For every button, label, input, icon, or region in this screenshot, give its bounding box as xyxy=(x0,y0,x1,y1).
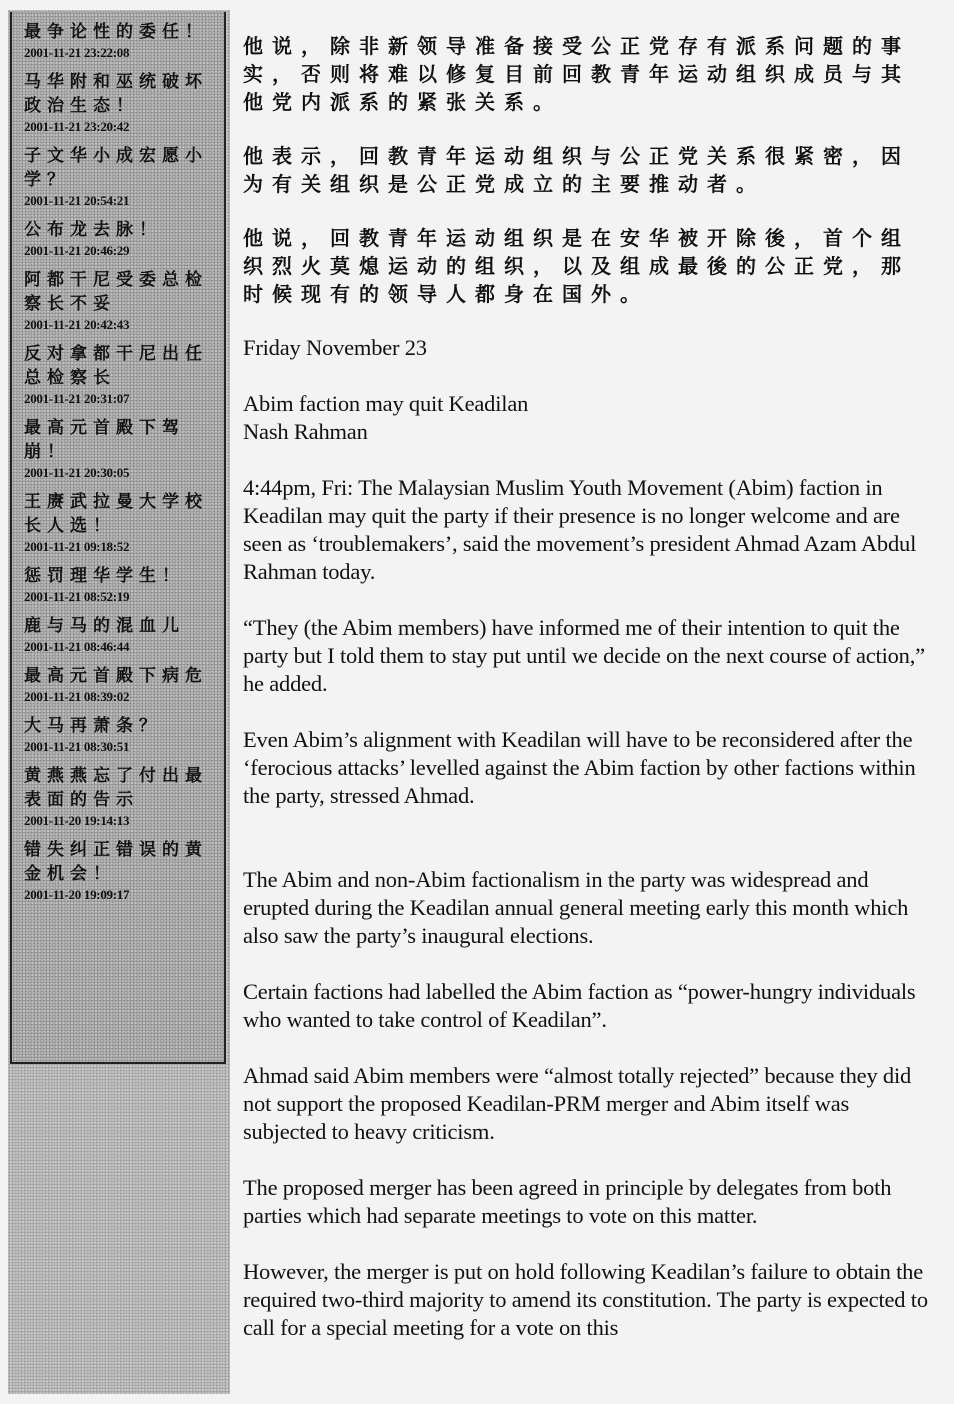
chinese-paragraph: 他表示，回教青年运动组织与公正党关系很紧密，因为有关组织是公正党成立的主要推动者。 xyxy=(243,144,910,196)
news-date: 2001-11-20 19:14:13 xyxy=(24,813,130,828)
news-item xyxy=(24,490,218,555)
news-date: 2001-11-21 09:18:52 xyxy=(24,539,130,554)
news-item xyxy=(24,342,218,407)
headline-block xyxy=(243,390,933,446)
article-paragraph: The proposed merger has been agreed in principle by delegates from both parties which had separate meetings to vote on this matter. xyxy=(243,1175,892,1228)
news-date: 2001-11-20 19:09:17 xyxy=(24,887,130,902)
article-paragraph: However, the merger is put on hold following Keadilan’s failure to obtain the required two-third majority to amend its constitution. The party is expected to call for a special meeting for a vote on this xyxy=(243,1259,928,1340)
article-paragraph: “They (the Abim members) have informed me of their intention to quit the party but I told them to stay put until we decide on the next course of action,” he added. xyxy=(243,615,925,696)
news-link[interactable]: 反对拿都干尼出任总检察长 xyxy=(24,344,208,388)
chinese-paragraph: 他说，除非新领导准备接受公正党存有派系问题的事实，否则将难以修复目前回教青年运动组织成员与其他党内派系的紧张关系。 xyxy=(243,34,910,114)
news-item xyxy=(24,664,218,705)
article-paragraph: The Abim and non-Abim factionalism in the party was widespread and erupted during the Keadilan annual general meeting early this month which also saw the party’s inaugural elections. xyxy=(243,867,909,948)
byline: Nash Rahman xyxy=(243,419,368,444)
news-date: 2001-11-21 20:54:21 xyxy=(24,193,130,208)
news-item xyxy=(24,614,218,655)
news-link[interactable]: 最高元首殿下病危 xyxy=(24,666,208,686)
news-item xyxy=(24,218,218,259)
news-date: 2001-11-21 08:52:19 xyxy=(24,589,130,604)
news-date: 2001-11-21 20:42:43 xyxy=(24,317,130,332)
news-link[interactable]: 王赓武拉曼大学校长人选！ xyxy=(24,492,208,536)
news-sidebar xyxy=(10,12,226,1064)
article-content xyxy=(243,32,933,1370)
news-link[interactable]: 错失纠正错误的黄金机会！ xyxy=(24,840,208,884)
article-paragraph: Certain factions had labelled the Abim faction as “power-hungry individuals who wanted to take control of Keadilan”. xyxy=(243,979,916,1032)
news-item xyxy=(24,764,218,829)
news-item xyxy=(24,268,218,333)
news-date: 2001-11-21 23:22:08 xyxy=(24,45,130,60)
news-link[interactable]: 公布龙去脉！ xyxy=(24,220,162,240)
news-link[interactable]: 大马再萧条？ xyxy=(24,716,162,736)
news-link[interactable]: 最高元首殿下驾崩！ xyxy=(24,418,185,462)
news-item xyxy=(24,714,218,755)
headline: Abim faction may quit Keadilan xyxy=(243,391,529,416)
news-date: 2001-11-21 23:20:42 xyxy=(24,119,130,134)
date-heading: Friday November 23 xyxy=(243,335,427,360)
news-date: 2001-11-21 20:30:05 xyxy=(24,465,130,480)
news-date: 2001-11-21 08:30:51 xyxy=(24,739,130,754)
news-item xyxy=(24,416,218,481)
news-item xyxy=(24,20,218,61)
news-link[interactable]: 阿都干尼受委总检察长不妥 xyxy=(24,270,208,314)
news-item xyxy=(24,564,218,605)
news-link[interactable]: 惩罚理华学生！ xyxy=(24,566,185,586)
news-link[interactable]: 黄燕燕忘了付出最表面的告示 xyxy=(24,766,208,810)
news-link[interactable]: 最争论性的委任！ xyxy=(24,22,208,42)
news-date: 2001-11-21 20:31:07 xyxy=(24,391,130,406)
news-item xyxy=(24,144,218,209)
article-paragraph: 4:44pm, Fri: The Malaysian Muslim Youth Movement (Abim) faction in Keadilan may quit the party if their presence is no longer welcome and are seen as ‘troublemakers’, said the movement’s president Ahmad Azam Abdul Rahman today. xyxy=(243,475,917,584)
chinese-paragraph: 他说，回教青年运动组织是在安华被开除後，首个组织烈火莫熄运动的组织，以及组成最後的公正党，那时候现有的领导人都身在国外。 xyxy=(243,226,910,306)
news-date: 2001-11-21 08:39:02 xyxy=(24,689,130,704)
article-paragraph: Even Abim’s alignment with Keadilan will have to be reconsidered after the ‘ferocious attacks’ levelled against the Abim faction by other factions within the party, stressed Ahmad. xyxy=(243,727,916,808)
news-date: 2001-11-21 20:46:29 xyxy=(24,243,130,258)
article-paragraph: Ahmad said Abim members were “almost totally rejected” because they did not support the proposed Keadilan-PRM merger and Abim itself was subjected to heavy criticism. xyxy=(243,1063,912,1144)
news-item xyxy=(24,838,218,903)
news-link[interactable]: 子文华小成宏愿小学？ xyxy=(24,146,208,190)
news-link[interactable]: 鹿与马的混血儿 xyxy=(24,616,185,636)
news-date: 2001-11-21 08:46:44 xyxy=(24,639,130,654)
news-item xyxy=(24,70,218,135)
news-link[interactable]: 马华附和巫统破坏政治生态！ xyxy=(24,72,208,116)
